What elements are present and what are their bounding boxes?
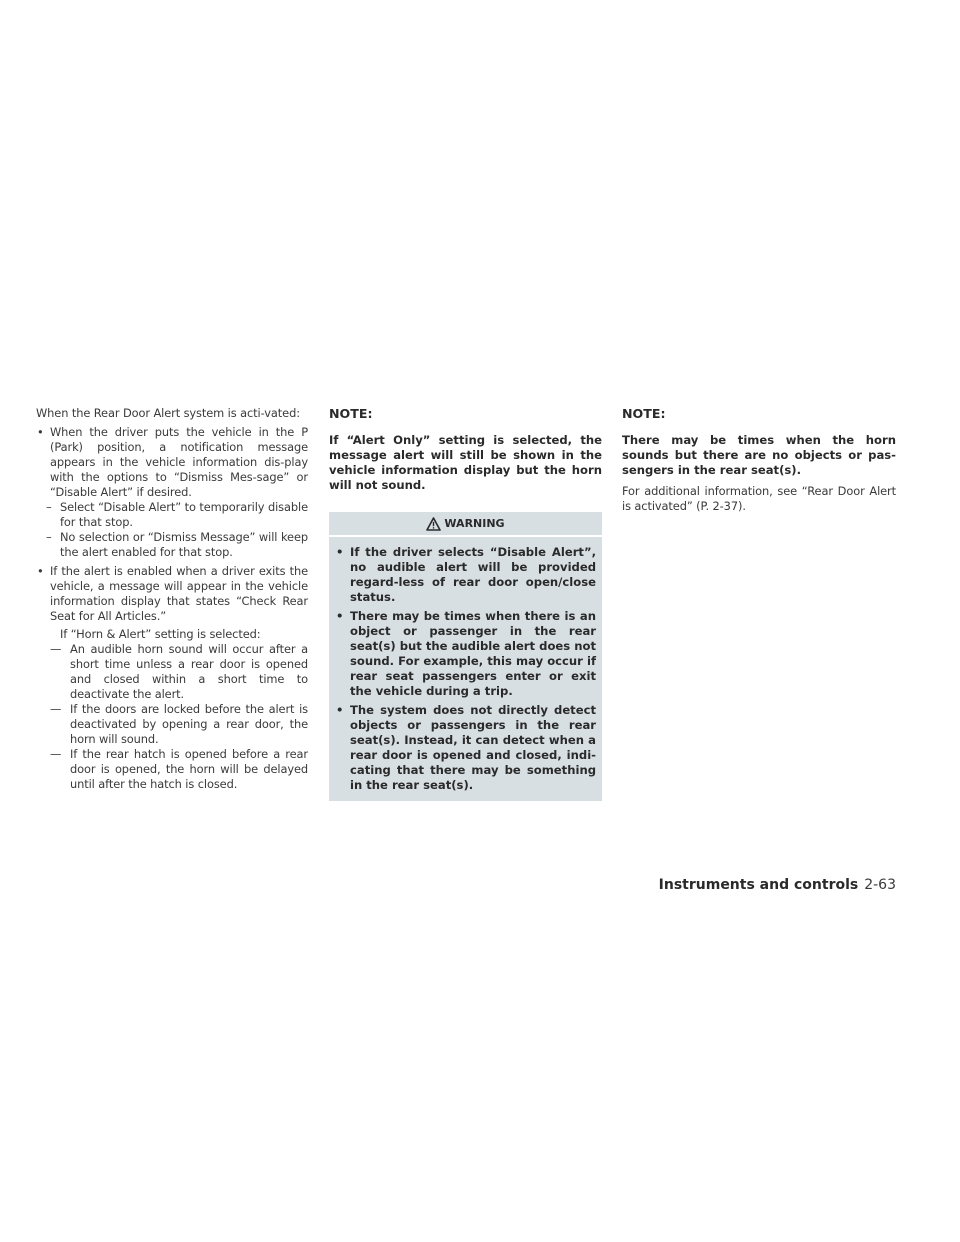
warning-box [329, 512, 602, 801]
bullet-mark: • [37, 425, 44, 439]
bullet-text: When the driver puts the vehicle in the P (Park) position, a notification message appears in the vehicle information dis-play with the options to “Dismiss Mes-sage” or “Disable Alert” if desired. [50, 425, 308, 499]
em-item-locked [50, 702, 308, 747]
bullet-item-park [36, 425, 308, 500]
horn-alert-intro: If “Horn & Alert” setting is selected: [60, 627, 261, 641]
em-text: If the doors are locked before the alert is deactivated by opening a rear door, the horn will sound. [70, 702, 308, 746]
note-heading: NOTE: [329, 406, 373, 421]
bullet-mark: • [37, 564, 44, 578]
intro-paragraph: When the Rear Door Alert system is acti-vated: [36, 406, 300, 420]
dash-item-dismiss [36, 530, 308, 560]
dash-mark: – [46, 530, 52, 544]
note-heading: NOTE: [622, 406, 666, 421]
em-text: An audible horn sound will occur after a short time unless a rear door is opened and closed within a short time to deactivate the alert. [70, 642, 308, 701]
bullet-mark: • [336, 609, 344, 623]
warning-item [335, 609, 596, 699]
em-text: If the rear hatch is opened before a rear door is opened, the horn will be delayed until after the hatch is closed. [70, 747, 308, 791]
dash-text: No selection or “Dismiss Message” will keep the alert enabled for that stop. [60, 530, 308, 559]
page-footer [659, 877, 896, 893]
em-mark: — [50, 702, 62, 716]
section-title: Instruments and controls [658, 877, 859, 893]
warning-header [329, 512, 602, 537]
column-1 [36, 406, 308, 792]
note-body: If “Alert Only” setting is selected, the message alert will still be shown in the vehicle information display but the horn will not sound. [329, 433, 602, 492]
warning-item-text: The system does not directly detect objects or passengers in the rear seat(s). Instead, it can detect when a rear door is opened and closed, indi-cating that there may be something in the rear seat(s). [350, 703, 596, 792]
dash-text: Select “Disable Alert” to temporarily disable for that stop. [60, 500, 308, 529]
warning-item [335, 703, 596, 793]
em-item-hatch [50, 747, 308, 792]
bullet-mark: • [336, 703, 344, 717]
em-mark: — [50, 747, 62, 761]
warning-item-text: If the driver selects “Disable Alert”, no audible alert will be provided regard-less of rear door open/close status. [350, 545, 596, 604]
warning-item-text: There may be times when there is an object or passenger in the rear seat(s) but the audible alert does not sound. For example, this may occur if rear seat passengers enter or exit the vehicle during a trip. [350, 609, 596, 698]
bullet-mark: • [336, 545, 344, 559]
dash-mark: – [46, 500, 52, 514]
info-paragraph: For additional information, see “Rear Door Alert is activated” (P. 2-37). [622, 484, 896, 513]
em-item-horn [50, 642, 308, 702]
bullet-item-exit [36, 564, 308, 624]
dash-item-disable [36, 500, 308, 530]
bullet-text: If the alert is enabled when a driver exits the vehicle, a message will appear in the vehicle information display that states “Check Rear Seat for All Articles.” [50, 564, 308, 623]
column-3 [622, 406, 896, 514]
warning-title: WARNING [444, 517, 505, 530]
page-number: 2-63 [864, 877, 896, 893]
note-body: There may be times when the horn sounds but there are no objects or pas-sengers in the rear seat(s). [622, 433, 896, 477]
warning-body [329, 537, 602, 801]
em-mark: — [50, 642, 62, 656]
column-2 [329, 406, 602, 801]
warning-item [335, 545, 596, 605]
warning-icon [426, 517, 441, 531]
